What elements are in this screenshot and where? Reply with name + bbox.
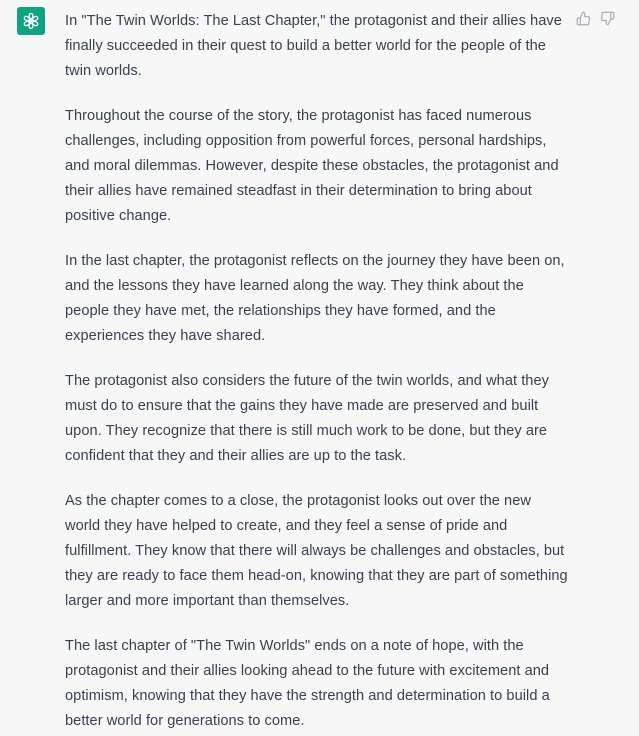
- message-paragraph: As the chapter comes to a close, the protagonist looks out over the new world they have helped to create, and they feel a sense of pride and fulfillment. They know that there will always be challenges and obstacles, but they are ready to face them head-on, knowing that they are part of something larger and more important than themselves.: [65, 493, 568, 609]
- message-paragraph: In the last chapter, the protagonist reflects on the journey they have been on, and the lessons they have learned along the way. They think about the people they have met, the relationships they have formed, and the experiences they have shared.: [65, 253, 565, 344]
- assistant-avatar: [17, 7, 45, 35]
- thumbs-down-icon[interactable]: [600, 11, 615, 26]
- message-paragraph: The protagonist also considers the future of the twin worlds, and what they must do to ensure that the gains they have made are preserved and built upon. They recognize that there is still much work to be done, but they are confident that they and their allies are up to the task.: [65, 373, 549, 464]
- openai-logo-icon: [21, 11, 41, 31]
- message-paragraph: Throughout the course of the story, the protagonist has faced numerous challenges, including opposition from powerful forces, personal hardships, and moral dilemmas. However, despite these obstacles, the protagonist and their allies have remained steadfast in their determination to bring about positive change.: [65, 108, 559, 224]
- thumbs-up-icon[interactable]: [576, 11, 591, 26]
- feedback-buttons: [576, 11, 615, 26]
- assistant-message: [65, 9, 570, 736]
- message-paragraph: The last chapter of "The Twin Worlds" ends on a note of hope, with the protagonist and their allies looking ahead to the future with excitement and optimism, knowing that they have the strength and determination to build a better world for generations to come.: [65, 638, 550, 729]
- message-paragraph: In "The Twin Worlds: The Last Chapter," the protagonist and their allies have finally succeeded in their quest to build a better world for the people of the twin worlds.: [65, 13, 562, 79]
